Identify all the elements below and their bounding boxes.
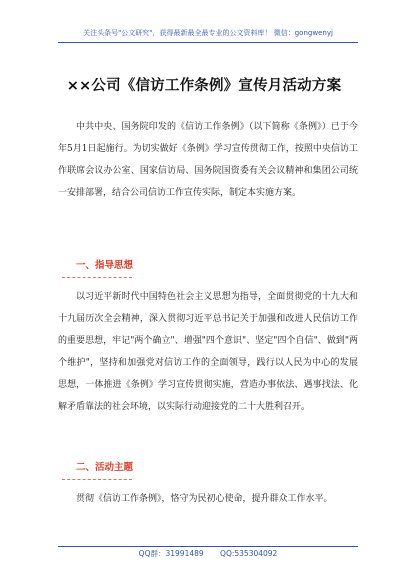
section-heading-underline bbox=[62, 277, 132, 278]
footer-qq-group: QQ群：31991489 bbox=[138, 549, 204, 558]
section-heading-activity-theme: 二、活动主题 bbox=[76, 462, 134, 473]
document-title: ××公司《信访工作条例》宣传月活动方案 bbox=[66, 78, 342, 94]
section-body-guiding-ideology: 以习近平新时代中国特色社会主义思想为指导，全面贯彻党的十九大和十九届历次全会精神，深入贯彻习近平总书记关于加强和改进人民信访工作的重要思想，牢记"两个确立"、增强"四个意识"、坚定"四个自信"、做到"两个维护"，坚持和加强党对信访工作的全面领导，践行以人民为中心的发展思想，一体推进《条例》学习宣传贯彻实施，营造办事依法、遇事找法、化解矛盾靠法的社会环境，以实际行动迎接党的二十大胜利召开。 bbox=[58, 292, 358, 412]
header-divider bbox=[58, 42, 358, 43]
header-promo-text: 关注头条号"公文研究"，获得最新最全最专业的公文资料库！ 微信：gongwenyj bbox=[83, 29, 333, 37]
footer-contact bbox=[58, 548, 358, 560]
section-body-activity-theme: 贯彻《信访工作条例》，恪守为民初心使命，提升群众工作水平。 bbox=[76, 494, 333, 504]
footer-divider bbox=[58, 546, 358, 547]
section-heading-underline bbox=[62, 479, 132, 480]
intro-paragraph: 中共中央、国务院印发的《信访工作条例》（以下简称《条例》）已于今年5月1日起施行。为切实做好《条例》学习宣传贯彻工作，按照中央信访工作联席会议办公室、国家信访局、国务院国资委有关会议精神和集团公司统一安排部署，结合公司信访工作宣传实际，制定本实施方案。 bbox=[58, 122, 358, 198]
footer-qq: QQ:535304092 bbox=[220, 549, 278, 558]
section-heading-guiding-ideology: 一、指导思想 bbox=[76, 260, 134, 271]
